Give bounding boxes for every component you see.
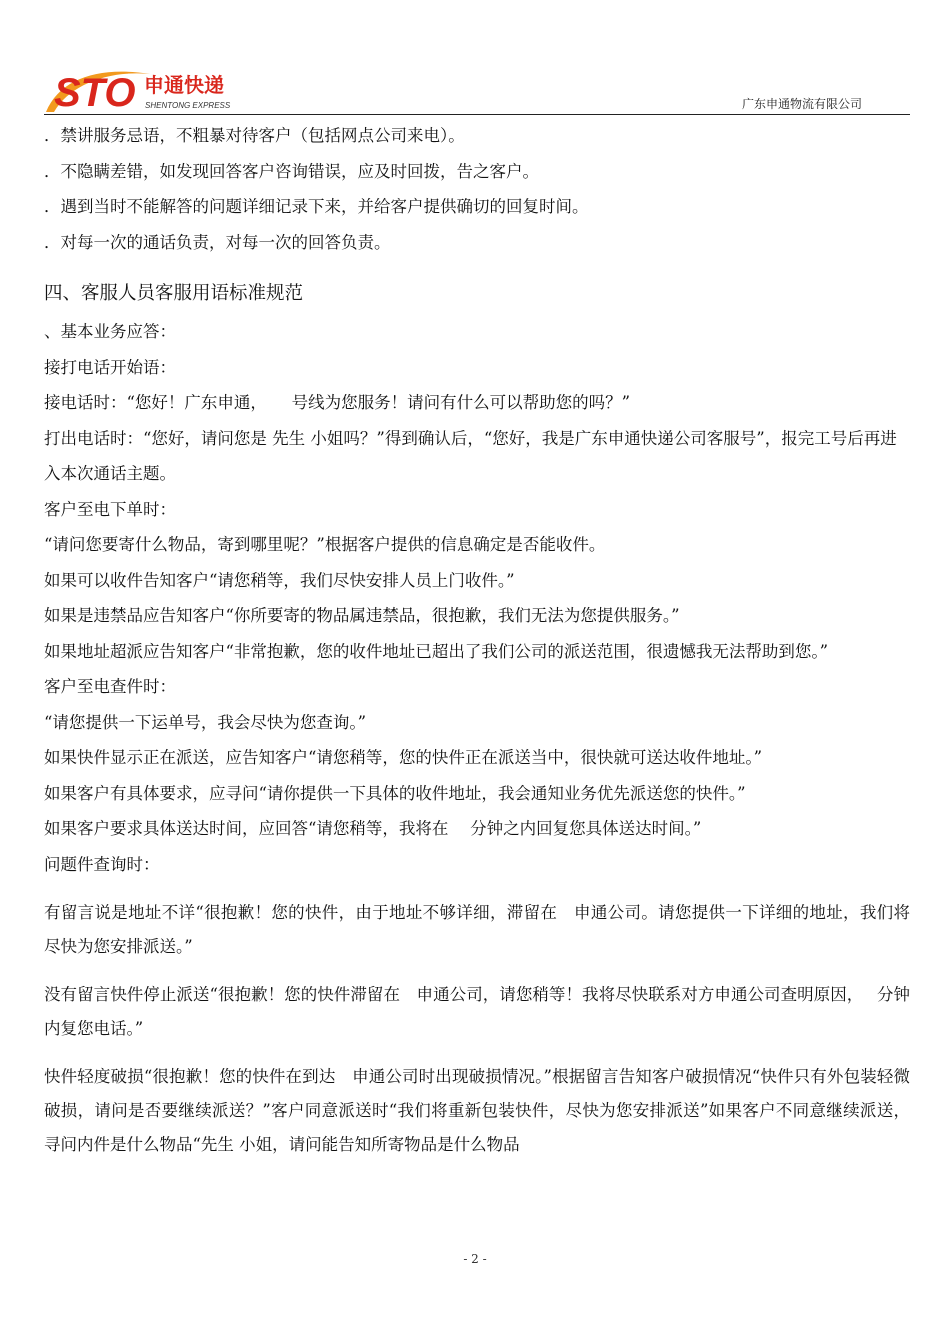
bullet-line: ．对每一次的通话负责，对每一次的回答负责。 [44, 232, 391, 252]
svg-text:申通快递: 申通快递 [144, 73, 224, 97]
sto-express-logo [40, 60, 240, 122]
problem-label: 问题件查询时： [44, 854, 160, 874]
query-line: 如果快件显示正在派送，应告知客户“请您稍等，您的快件正在派送当中，很快就可送达收件地址。” [44, 748, 763, 767]
order-label: 客户至电下单时： [44, 499, 176, 519]
query-line: 如果客户要求具体送达时间，应回答“请您稍等，我将在 分钟之内回复您具体送达时间。” [44, 819, 702, 838]
header-rule [44, 114, 910, 115]
subheading: 、基本业务应答： [44, 322, 176, 341]
problem-paragraph: 有留言说是地址不详“很抱歉！您的快件，由于地址不够详细，滞留在 申通公司。请您提供一下详细的地址，我们将尽快为您安排派送。” [44, 903, 910, 956]
answer-phone-line: 接电话时：“您好！广东申通， 号线为您服务！请问有什么可以帮助您的吗？” [44, 393, 631, 412]
order-line: 如果是违禁品应告知客户“你所要寄的物品属违禁品，很抱歉，我们无法为您提供服务。” [44, 606, 680, 625]
outgoing-phone-line: 打出电话时：“您好，请问您是 先生 小姐吗？”得到确认后，“您好，我是广东申通快递公司客服号”，报完工号后再进入本次通话主题。 [44, 428, 897, 483]
order-line: “请问您要寄什么物品，寄到哪里呢？”根据客户提供的信息确定是否能收件。 [44, 535, 606, 554]
order-line: 如果地址超派应告知客户“非常抱歉，您的收件地址已超出了我们公司的派送范围，很遗憾我无法帮助到您。” [44, 641, 829, 661]
bullet-line: ．禁讲服务忌语，不粗暴对待客户（包括网点公司来电）。 [44, 126, 465, 145]
svg-text:SHENTONG EXPRESS: SHENTONG EXPRESS [145, 101, 231, 110]
problem-paragraph: 没有留言快件停止派送“很抱歉！您的快件滞留在 申通公司，请您稍等！我将尽快联系对方申通公司查明原因， 分钟内复您电话。” [44, 985, 910, 1038]
bullet-line: ．遇到当时不能解答的问题详细记录下来，并给客户提供确切的回复时间。 [44, 197, 589, 216]
query-line: “请您提供一下运单号，我会尽快为您查询。” [44, 712, 367, 732]
phone-start-label: 接打电话开始语： [44, 357, 176, 377]
order-line: 如果可以收件告知客户“请您稍等，我们尽快安排人员上门收件。” [44, 570, 515, 590]
page-header [0, 0, 950, 120]
company-name: 广东申通物流有限公司 [741, 97, 862, 111]
query-line: 如果客户有具体要求，应寻问“请你提供一下具体的收件地址，我会通知业务优先派送您的快件。” [44, 783, 746, 803]
problem-paragraph: 快件轻度破损“很抱歉！您的快件在到达 申通公司时出现破损情况。”根据留言告知客户破损情况“快件只有外包装轻微破损，请问是否要继续派送？”客户同意派送时“我们将重新包装快件，尽快为您安排派送”如果客户不同意继续派送，寻问内件是什么物品“先生 小姐，请问能告知所寄物品是什么物品 [44, 1067, 910, 1154]
query-label: 客户至电查件时： [44, 677, 176, 696]
section-heading: 四、客服人员客服用语标准规范 [44, 283, 304, 304]
svg-text:STO: STO [54, 71, 136, 115]
bullet-line: ．不隐瞒差错，如发现回答客户咨询错误，应及时回拨，告之客户。 [44, 161, 539, 181]
document-body [44, 118, 910, 1162]
page-number: - 2 - [463, 1252, 487, 1266]
